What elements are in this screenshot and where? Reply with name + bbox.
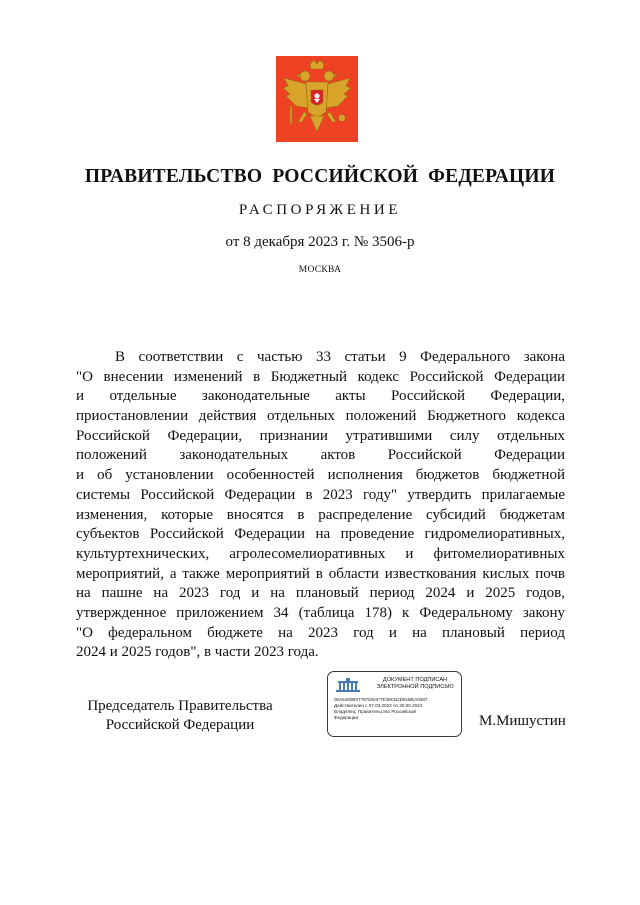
stamp-certificate-info <box>334 697 427 721</box>
body-line: утвержденное приложением 34 (таблица 178) к Федеральному закону <box>76 604 565 621</box>
body-line: и отдельные законодательные акты Российской Федерации, <box>76 388 565 405</box>
body-line: на пашне на 2023 год и на плановый период 2024 и 2025 годов, <box>76 585 565 602</box>
body-line: культуртехнических, агролесомелиоративных и фитомелиоративных <box>76 545 565 562</box>
stamp-heading-line: ЭЛЕКТРОННОЙ ПОДПИСЬЮ <box>376 684 454 690</box>
body-line: изменения, которые вносятся в распределение субсидий бюджетам <box>76 506 565 523</box>
body-line: Российской Федерации, признании утратившими силу отдельных <box>76 427 565 444</box>
double-headed-eagle-icon <box>276 56 358 142</box>
body-line: положений законодательных актов Российской Федерации <box>76 447 565 464</box>
body-line: "О федеральном бюджете на 2023 год и на плановый период <box>76 624 565 641</box>
coat-of-arms-emblem <box>276 56 358 142</box>
signer-title <box>80 697 280 735</box>
signer-name: М.Мишустин <box>479 713 566 729</box>
body-line: В соответствии с частью 33 статьи 9 Федерального закона <box>115 349 565 365</box>
body-line: и об установлении особенностей исполнения бюджетов бюджетной <box>76 467 565 484</box>
stamp-owner: Федерации <box>334 715 359 720</box>
government-building-icon <box>334 677 362 693</box>
body-line: "О внесении изменений в Бюджетный кодекс Российской Федерации <box>76 368 565 385</box>
stamp-serial: 00A5490B07767D8AF7E39CB2D81BEA0387 <box>334 697 428 702</box>
stamp-owner: Владелец: Правительство Российской <box>334 709 416 714</box>
stamp-heading-line: ДОКУМЕНТ ПОДПИСАН <box>382 677 448 683</box>
stamp-validity: Действителен с 07.03.2023 по 30.05.2024 <box>334 703 423 708</box>
document-date-number: от 8 декабря 2023 г. № 3506-р <box>225 234 415 250</box>
stamp-heading <box>370 677 460 691</box>
document-type: РАСПОРЯЖЕНИЕ <box>238 202 402 218</box>
signer-title-line: Председатель Правительства <box>87 698 273 714</box>
body-line: субъектов Российской Федерации на проведение гидромелиоративных, <box>76 526 565 543</box>
body-line: мероприятий, а также мероприятий в области известкования кислых почв <box>76 565 565 582</box>
decree-body <box>76 348 565 663</box>
body-line: 2024 и 2025 годов", в части 2023 года. <box>76 644 319 661</box>
government-title: ПРАВИТЕЛЬСТВО РОССИЙСКОЙ ФЕДЕРАЦИИ <box>84 166 556 187</box>
signer-title-line: Российской Федерации <box>105 717 255 733</box>
body-line: приостановлении действия отдельных положений Бюджетного кодекса <box>76 408 565 425</box>
document-city: МОСКВА <box>298 265 342 275</box>
electronic-signature-stamp <box>327 671 462 737</box>
body-line: системы Российской Федерации в 2023 году" утвердить прилагаемые <box>76 486 565 503</box>
